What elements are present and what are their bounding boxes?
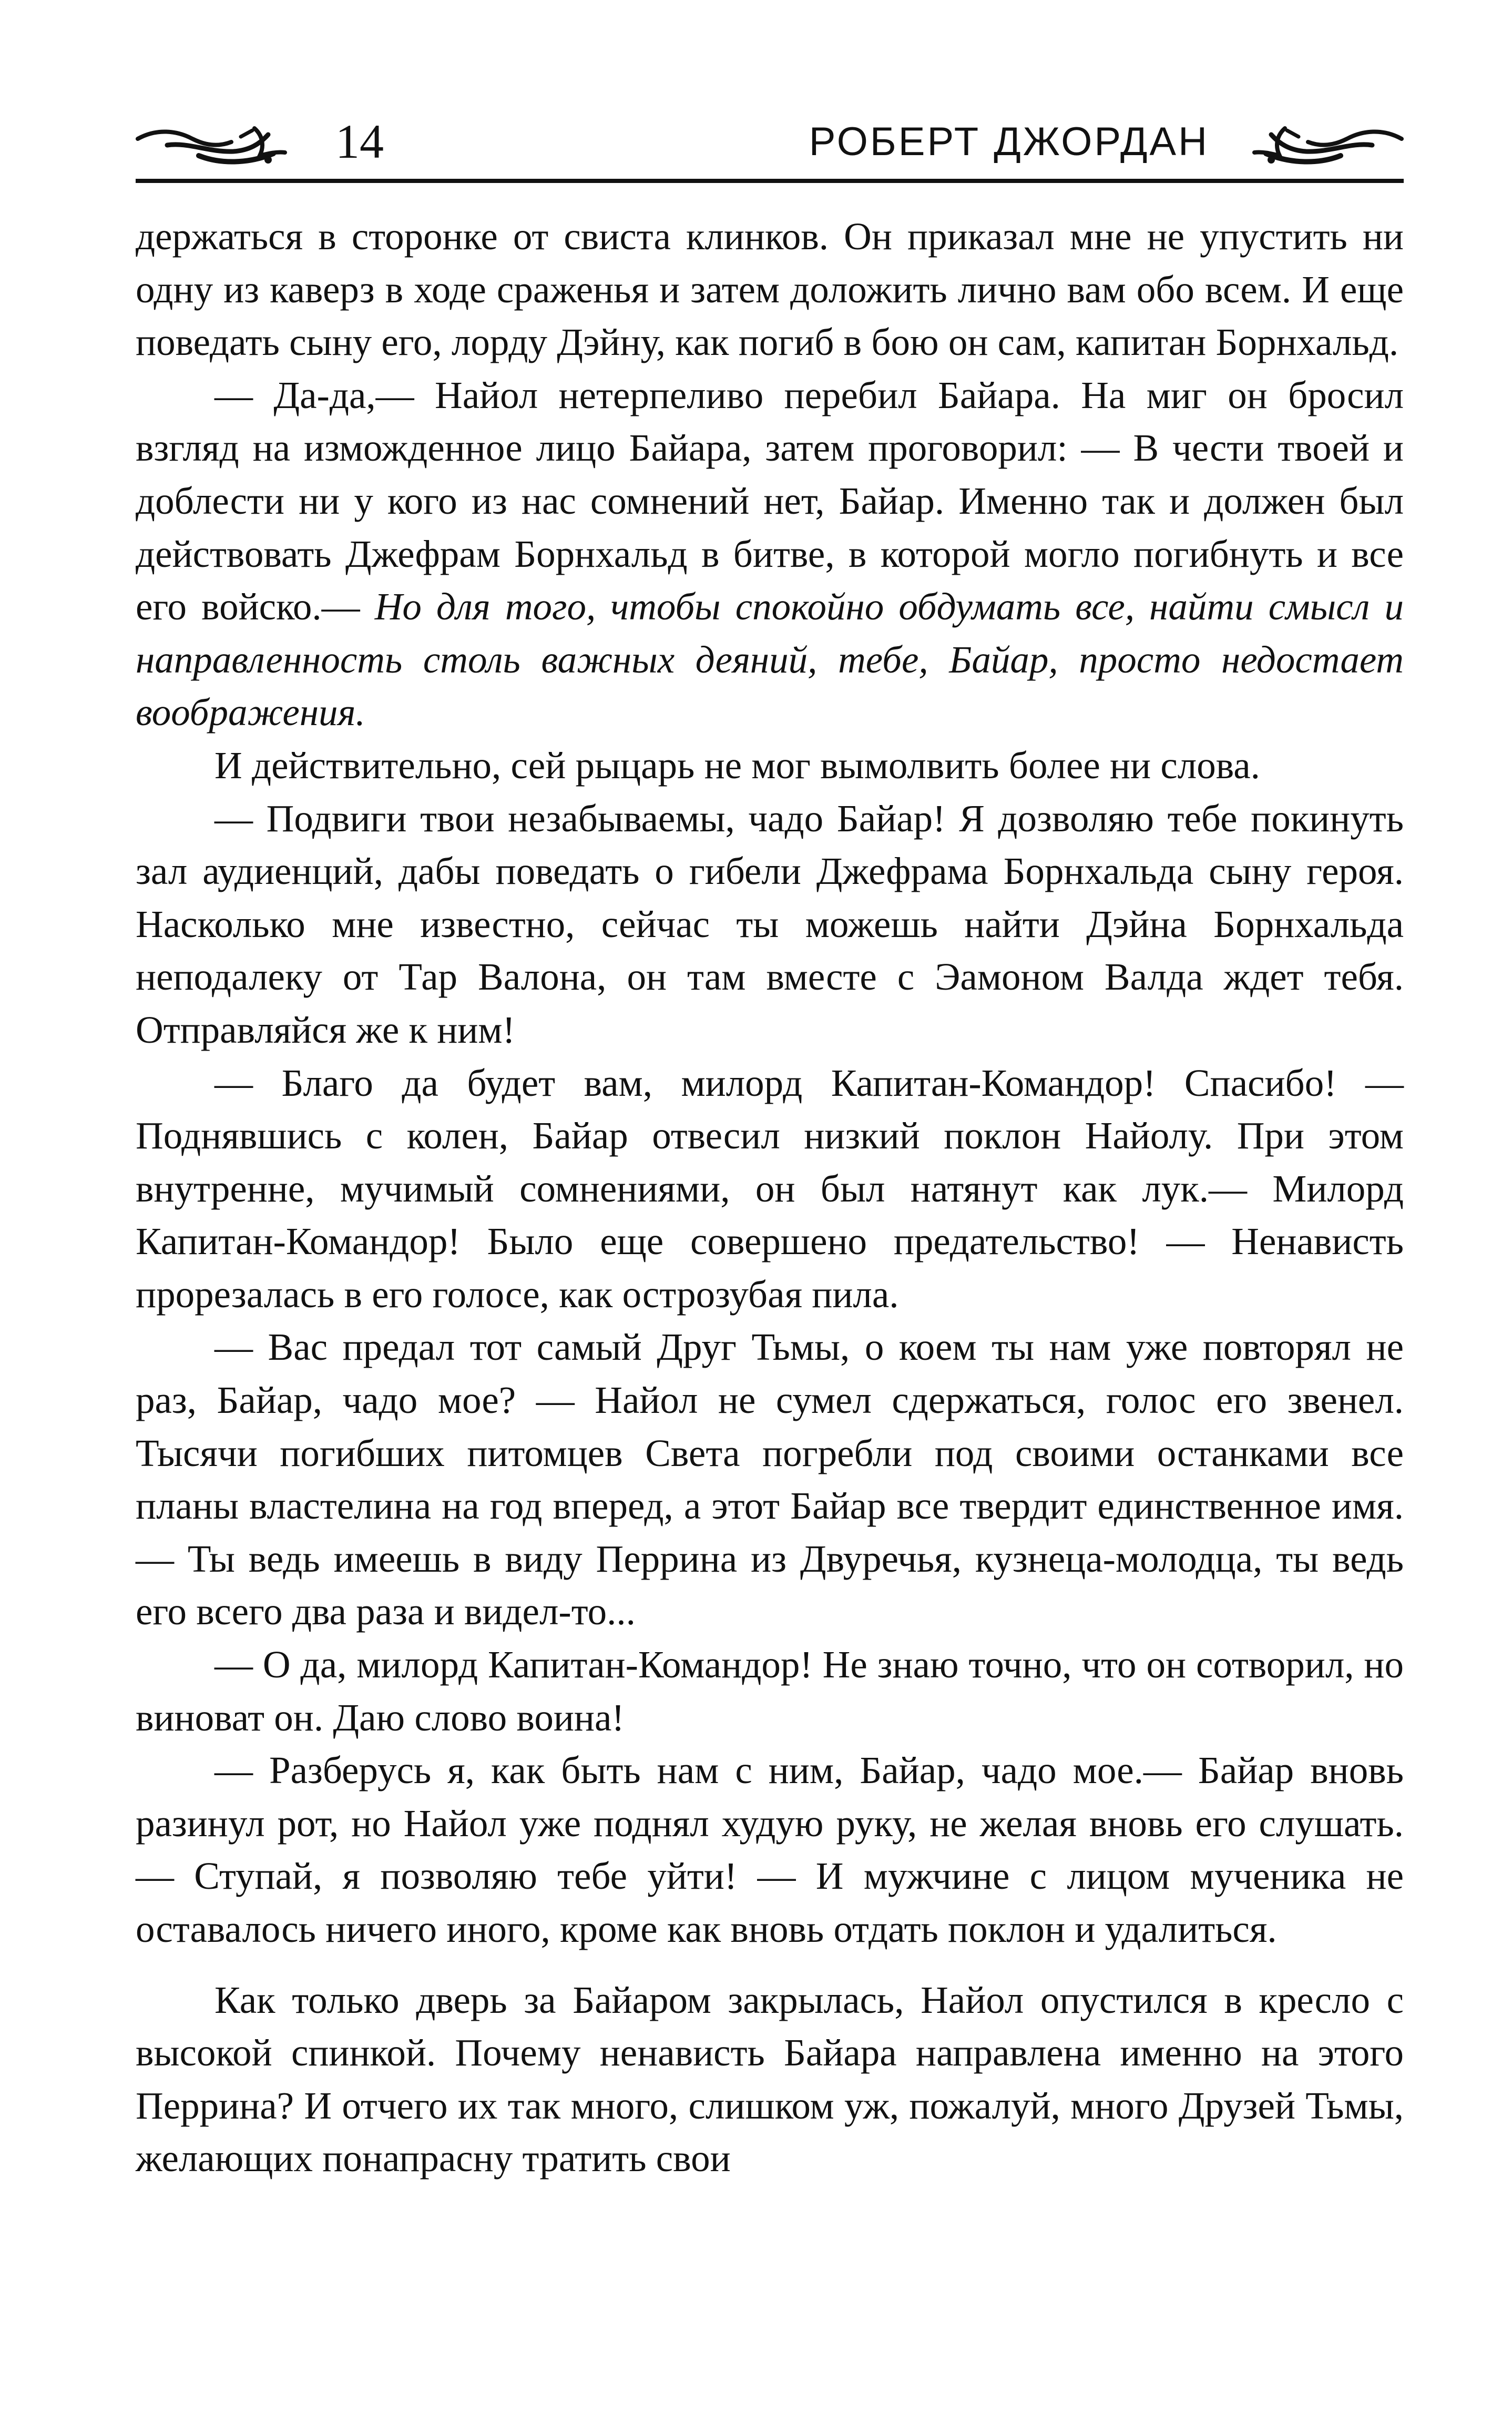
paragraph: — Благо да будет вам, милорд Капитан-Командор! Спасибо! — Поднявшись с колен, Байар отвесил низкий поклон Найолу. При этом внутренне, мучимый сомнениями, он был натянут как лук.— Милорд Капитан-Командор! Было еще совершено предательство! — Ненависть прорезалась в его голосе, как острозубая пила. [136, 1061, 1404, 1316]
paragraph: держаться в сторонке от свиста клинков. Он приказал мне не упустить ни одну из каверз в ходе сраженья и затем доложить лично вам обо всем. И еще поведать сыну его, лорду Дэйну, как погиб в бою он сам, капитан Борнхальд. [136, 215, 1404, 364]
running-head-author: РОБЕРТ ДЖОРДАН [809, 119, 1209, 164]
paragraph: — О да, милорд Капитан-Командор! Не знаю точно, что он сотворил, но виноват он. Даю слово воина! [136, 1643, 1404, 1739]
paragraph-italic-text: Но для того, чтобы спокойно обдумать все, найти смысл и направленность столь важных деяний, тебе, Байар, просто недостает воображения. [136, 585, 1404, 734]
paragraph: И действительно, сей рыцарь не мог вымолвить более ни слова. [214, 744, 1260, 787]
paragraph: Как только дверь за Байаром закрылась, Найол опустился в кресло с высокой спинкой. Почему ненависть Байара направлена именно на этого Перрина? И отчего их так много, слишком уж, пожалуй, много Друзей Тьмы, желающих понапрасну тратить свои [136, 1978, 1404, 2180]
paragraph: — Вас предал тот самый Друг Тьмы, о коем ты нам уже повторял не раз, Байар, чадо мое? — Найол не сумел сдержаться, голос его звенел. Тысячи погибших питомцев Света погребли под своими останками все планы властелина на год вперед, а этот Байар все твердит единственное имя.— Ты ведь имеешь в виду Перрина из Двуречья, кузнеца-молодца, ты ведь его всего два раза и видел-то... [136, 1326, 1404, 1633]
paragraph-text: — Да-да,— Найол нетерпеливо перебил Байара. На миг он бросил взгляд на изможденное лицо Байара, затем проговорил: — В чести твоей и доблести ни у кого из нас сомнений нет, Байар. Именно так и должен был действовать Джефрам Борнхальд в битве, в которой могло погибнуть и все его войско.— [136, 373, 1404, 628]
running-head [136, 105, 1404, 183]
flourish-ornament-icon [136, 121, 288, 168]
flourish-ornament-icon [1251, 121, 1404, 168]
body-text [136, 210, 1404, 2185]
paragraph: — Разберусь я, как быть нам с ним, Байар, чадо мое.— Байар вновь разинул рот, но Найол уже поднял худую руку, не желая вновь его слушать.— Ступай, я позволяю тебе уйти! — И мужчине с лицом мученика не оставалось ничего иного, кроме как вновь отдать поклон и удалиться. [136, 1749, 1404, 1950]
paragraph [136, 369, 1404, 739]
book-page [136, 105, 1404, 2185]
paragraph: — Подвиги твои незабываемы, чадо Байар! Я дозволяю тебе покинуть зал аудиенций, дабы поведать о гибели Джефрама Борнхальда сыну героя. Насколько мне известно, сейчас ты можешь найти Дэйна Борнхальда неподалеку от Тар Валона, он там вместе с Эамоном Валда ждет тебя. Отправляйся же к ним! [136, 797, 1404, 1051]
page-number: 14 [335, 115, 384, 168]
